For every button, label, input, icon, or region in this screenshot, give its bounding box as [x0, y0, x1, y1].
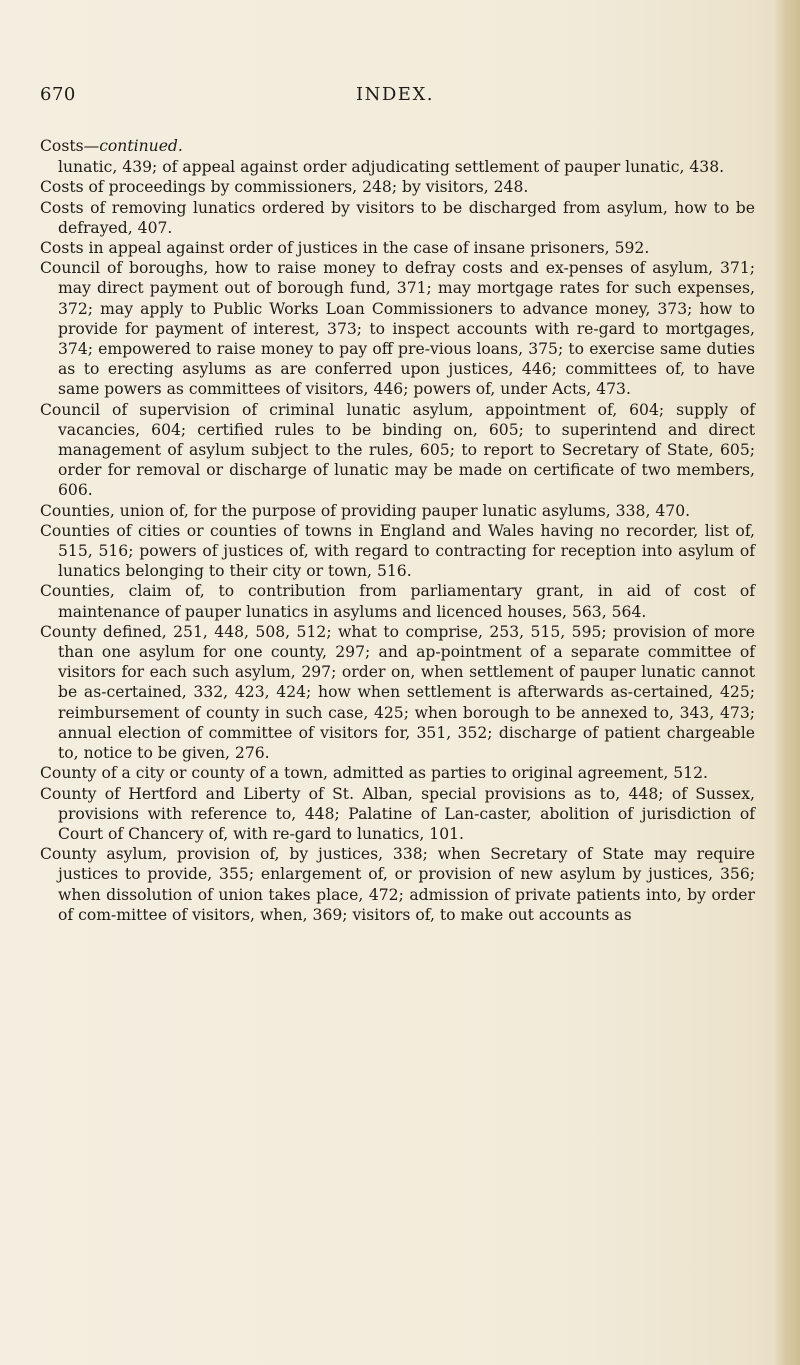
index-entry: Council of supervision of criminal lunatic asylum, appointment of, 604; supply of vacancies, 604; certified rules to be binding on, 605; to superintend and direct management of asylum subject to the rules, 605; to report to Secretary of State, 605; order for removal or discharge of lunatic may be made on certificate of two members, 606. [40, 400, 755, 500]
index-entry: Costs of proceedings by commissioners, 248; by visitors, 248. [40, 178, 529, 197]
index-entry: Council of boroughs, how to raise money to defray costs and ex-penses of asylum, 371; may direct payment out of borough fund, 371; may mortgage rates for such expenses, 372; may apply to Public Works Loan Commissioners to advance money, 373; how to provide for payment of interest, 373; to inspect accounts with re-gard to mortgages, 374; empowered to raise money to pay off pre-vious loans, 375; to exercise same duties as to erecting asylums as are conferred upon justices, 446; committees of, to have same powers as committees of visitors, 446; powers of, under Acts, 473. [40, 259, 755, 399]
index-entry: lunatic, 439; of appeal against order adjudicating settlement of pauper lunatic, 438. [58, 158, 725, 177]
index-entry: Costs of removing lunatics ordered by visitors to be discharged from asylum, how to be defrayed, 407. [40, 198, 755, 237]
index-entry: County of Hertford and Liberty of St. Alban, special provisions as to, 448; of Sussex, provisions with reference to, 448; Palatine of Lan-caster, abolition of jurisdiction of Court of Chancery of, with re-gard to lunatics, 101. [40, 784, 755, 843]
page-number: 670 [40, 84, 76, 105]
index-entry: Counties, union of, for the purpose of providing pauper lunatic asylums, 338, 470. [40, 501, 691, 520]
index-entry: County of a city or county of a town, admitted as parties to original agreement, 512. [40, 764, 708, 783]
index-entries [40, 136, 755, 925]
continued-term: Costs— [40, 137, 100, 155]
index-entry: County asylum, provision of, by justices, 338; when Secretary of State may require justices to provide, 355; enlargement of, or provision of new asylum by justices, 356; when dissolution of union takes place, 472; admission of private patients into, by order of com-mittee of visitors, when, 369; visitors of, to make out accounts as [40, 845, 755, 924]
index-entry: Counties, claim of, to contribution from parliamentary grant, in aid of cost of maintenance of pauper lunatics in asylums and licenced houses, 563, 564. [40, 582, 755, 621]
page-header [40, 84, 750, 108]
continued-label: continued. [99, 137, 183, 155]
page-edge-shadow [774, 0, 800, 1365]
continued-heading [40, 136, 755, 156]
index-entry: County defined, 251, 448, 508, 512; what to comprise, 253, 515, 595; provision of more than one asylum for one county, 297; and ap-pointment of a separate committee of visitors for each such asylum, 297; order on, when settlement of pauper lunatic cannot be as-certained, 332, 423, 424; how when settlement is afterwards as-certained, 425; reimbursement of county in such case, 425; when borough to be annexed to, 343, 473; annual election of committee of visitors for, 351, 352; discharge of patient chargeable to, notice to be given, 276. [40, 622, 755, 763]
running-title: INDEX. [356, 84, 434, 105]
index-entry: Counties of cities or counties of towns in England and Wales having no recorder, list of, 515, 516; powers of justices of, with regard to contracting for reception into asylum of lunatics belonging to their city or town, 516. [40, 521, 755, 581]
index-entry: Costs in appeal against order of justices in the case of insane prisoners, 592. [40, 239, 650, 258]
